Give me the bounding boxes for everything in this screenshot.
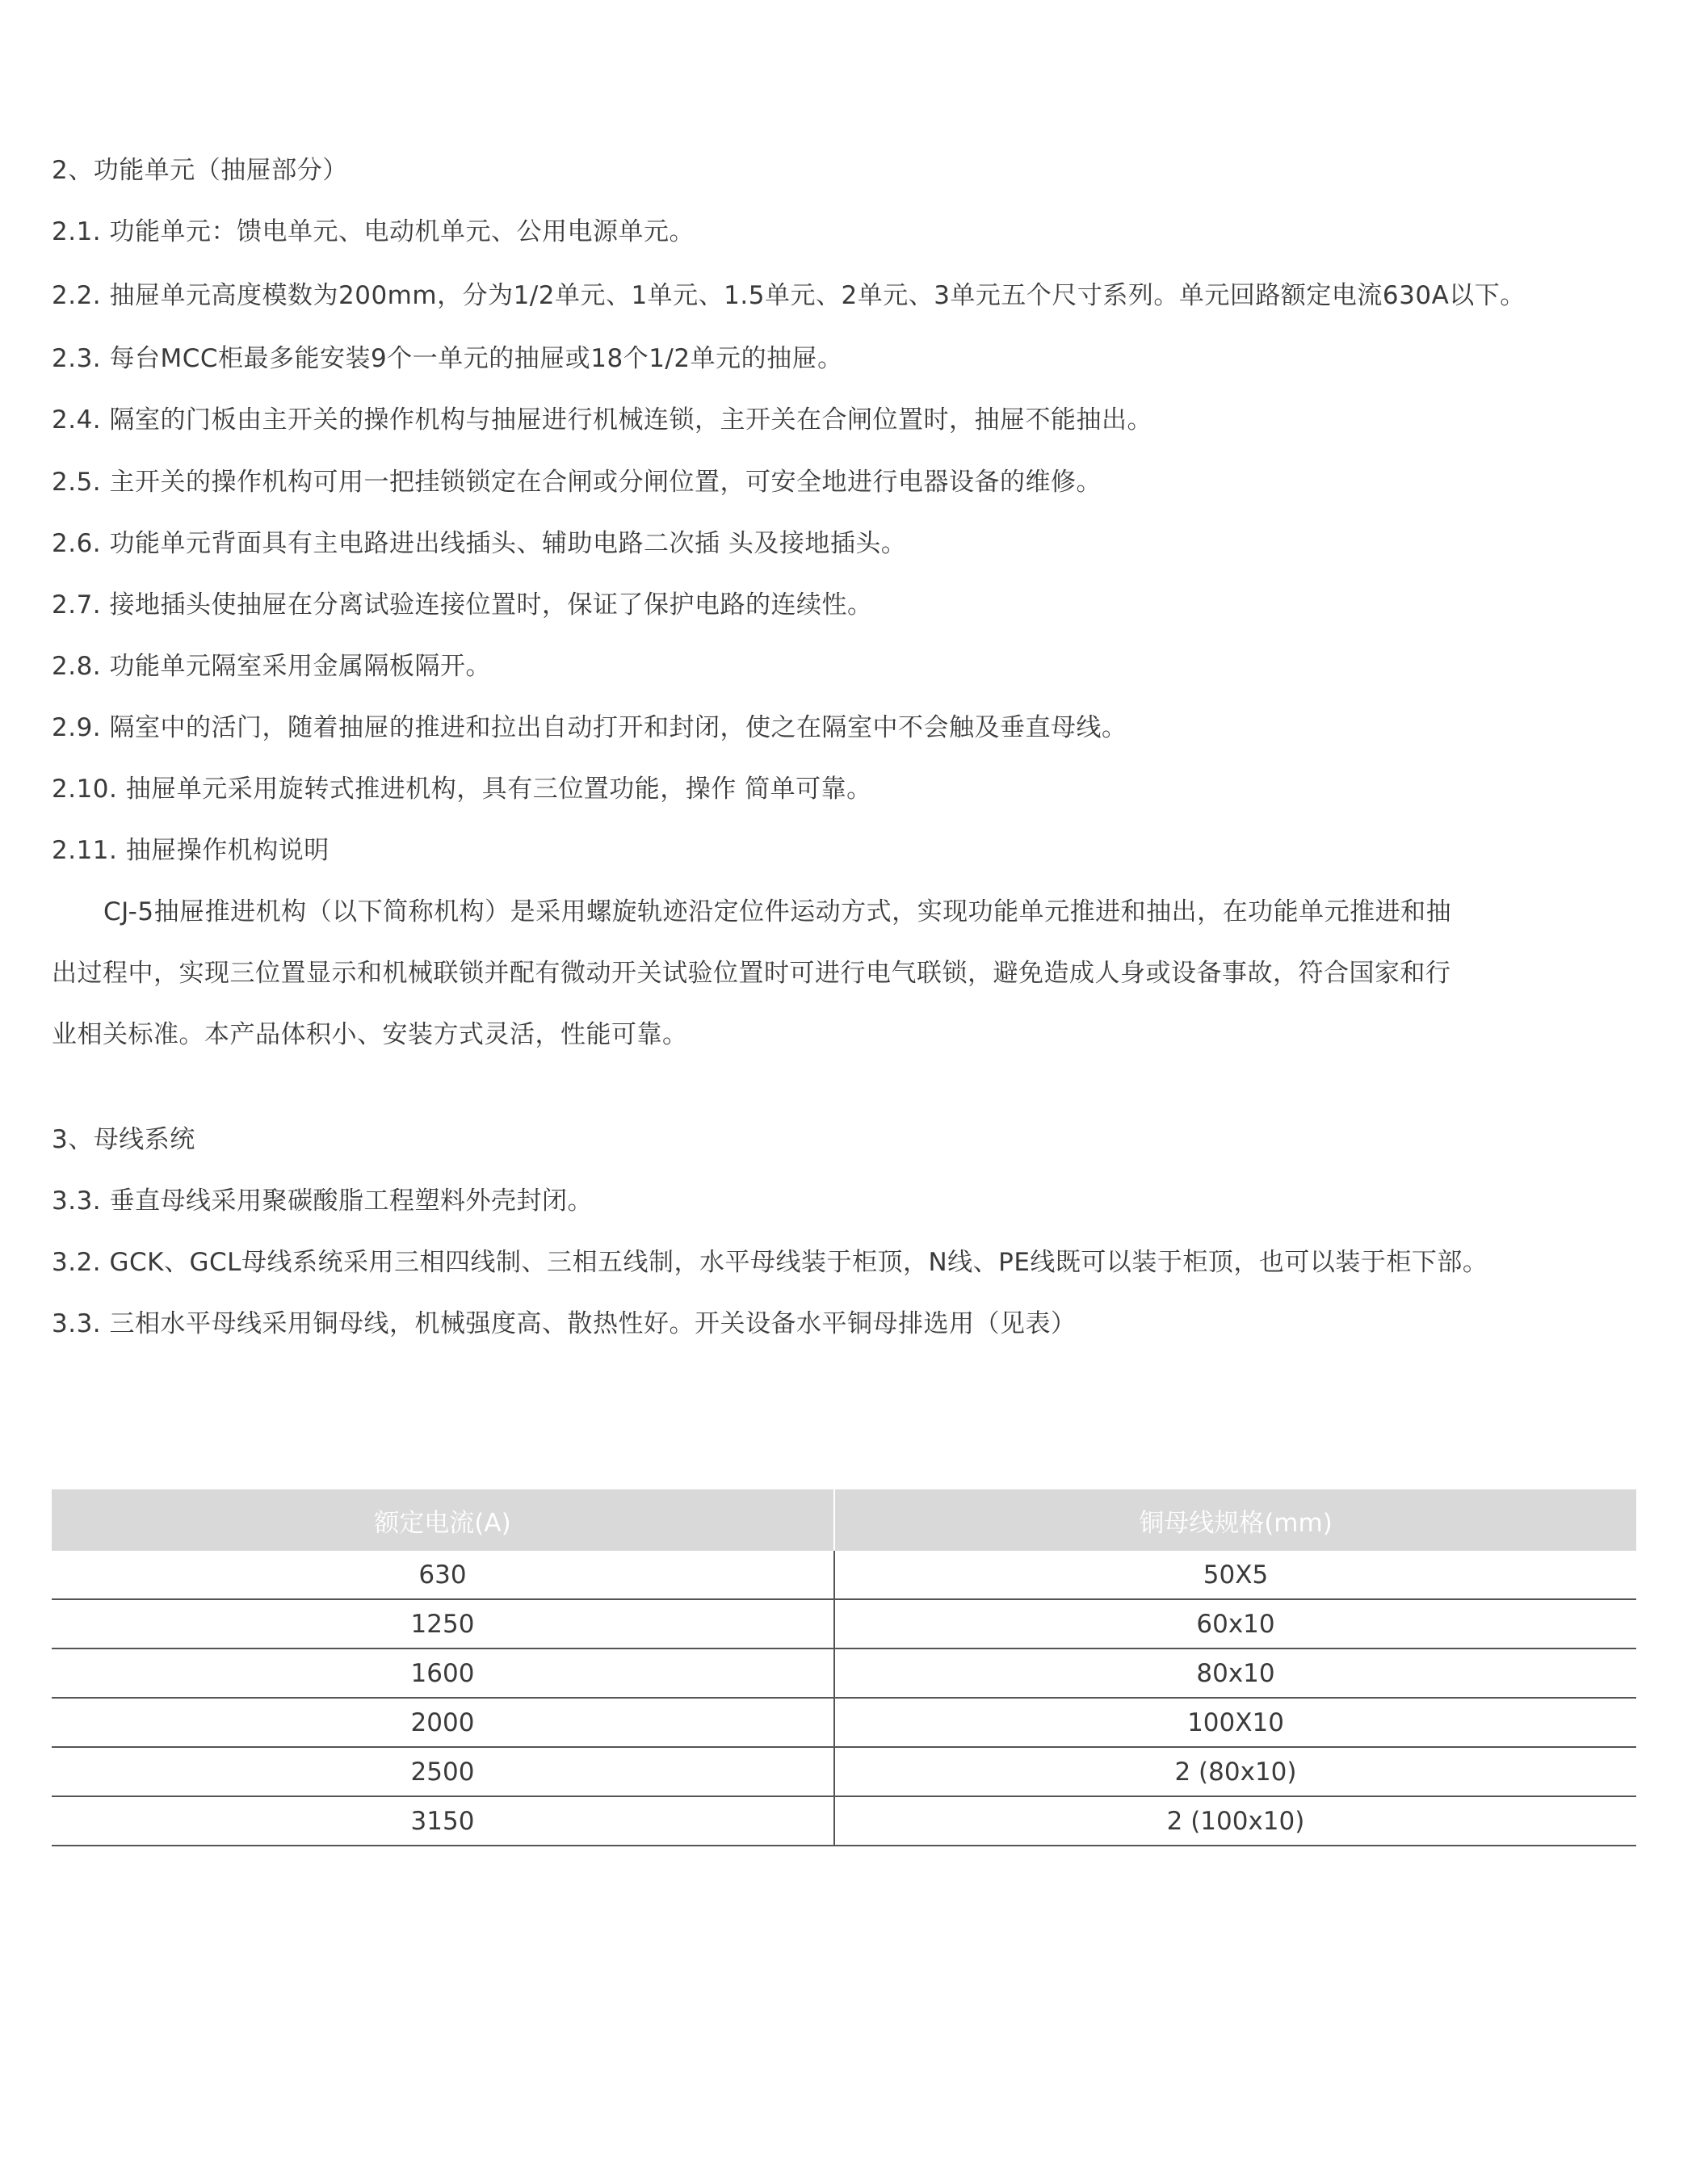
busbar-spec-cell: 2 (80x10) (834, 1747, 1636, 1796)
table-row (52, 1648, 1636, 1698)
header-busbar-spec: 铜母线规格(mm) (834, 1489, 1636, 1551)
table-row (52, 1599, 1636, 1648)
item-2-1: 2.1. 功能单元：馈电单元、电动机单元、公用电源单元。 (52, 217, 695, 246)
rated-current-cell: 2500 (52, 1747, 834, 1796)
table-row (52, 1796, 1636, 1846)
section-2-heading: 2、功能单元（抽屉部分） (52, 156, 348, 185)
rated-current-cell: 2000 (52, 1698, 834, 1747)
table-row (52, 1698, 1636, 1747)
busbar-spec-table (52, 1489, 1636, 1846)
section-3-heading: 3、母线系统 (52, 1125, 195, 1154)
item-3-2: 3.2. GCK、GCL母线系统采用三相四线制、三相五线制，水平母线装于柜顶，N线、PE线既可以装于柜顶，也可以装于柜下部。 (52, 1248, 1488, 1277)
item-2-8: 2.8. 功能单元隔室采用金属隔板隔开。 (52, 652, 492, 681)
paragraph-line-1: CJ-5抽屉推进机构（以下简称机构）是采用螺旋轨迹沿定位件运动方式，实现功能单元推进和抽出，在功能单元推进和抽 (103, 897, 1452, 926)
item-3-1: 3.3. 垂直母线采用聚碳酸脂工程塑料外壳封闭。 (52, 1186, 594, 1216)
item-2-7: 2.7. 接地插头使抽屉在分离试验连接位置时，保证了保护电路的连续性。 (52, 590, 873, 620)
item-2-5: 2.5. 主开关的操作机构可用一把挂锁锁定在合闸或分闸位置，可安全地进行电器设备的维修。 (52, 468, 1102, 497)
busbar-spec-cell: 2 (100x10) (834, 1796, 1636, 1846)
header-rated-current: 额定电流(A) (52, 1489, 834, 1551)
busbar-spec-cell: 50X5 (834, 1551, 1636, 1599)
item-3-3: 3.3. 三相水平母线采用铜母线，机械强度高、散热性好。开关设备水平铜母排选用（见表） (52, 1309, 1077, 1338)
rated-current-cell: 630 (52, 1551, 834, 1599)
paragraph-line-2: 出过程中，实现三位置显示和机械联锁并配有微动开关试验位置时可进行电气联锁，避免造成人身或设备事故，符合国家和行 (52, 959, 1451, 988)
busbar-spec-cell: 80x10 (834, 1648, 1636, 1698)
rated-current-cell: 3150 (52, 1796, 834, 1846)
item-2-11: 2.11. 抽屉操作机构说明 (52, 836, 330, 865)
item-2-3: 2.3. 每台MCC柜最多能安装9个一单元的抽屉或18个1/2单元的抽屉。 (52, 344, 843, 373)
item-2-10: 2.10. 抽屉单元采用旋转式推进机构，具有三位置功能，操作 简单可靠。 (52, 775, 872, 804)
table-row (52, 1747, 1636, 1796)
paragraph-line-3: 业相关标准。本产品体积小、安装方式灵活，性能可靠。 (52, 1020, 688, 1049)
item-2-4: 2.4. 隔室的门板由主开关的操作机构与抽屉进行机械连锁，主开关在合闸位置时，抽屉不能抽出。 (52, 405, 1153, 435)
rated-current-cell: 1600 (52, 1648, 834, 1698)
busbar-spec-cell: 100X10 (834, 1698, 1636, 1747)
item-2-6: 2.6. 功能单元背面具有主电路进出线插头、辅助电路二次插 头及接地插头。 (52, 529, 907, 558)
table-row (52, 1551, 1636, 1599)
rated-current-cell: 1250 (52, 1599, 834, 1648)
item-2-9: 2.9. 隔室中的活门，随着抽屉的推进和拉出自动打开和封闭，使之在隔室中不会触及垂直母线。 (52, 713, 1127, 742)
table-header-row (52, 1489, 1636, 1551)
item-2-2: 2.2. 抽屉单元高度模数为200mm，分为1/2单元、1单元、1.5单元、2单元、3单元五个尺寸系列。单元回路额定电流630A以下。 (52, 281, 1526, 310)
busbar-spec-cell: 60x10 (834, 1599, 1636, 1648)
